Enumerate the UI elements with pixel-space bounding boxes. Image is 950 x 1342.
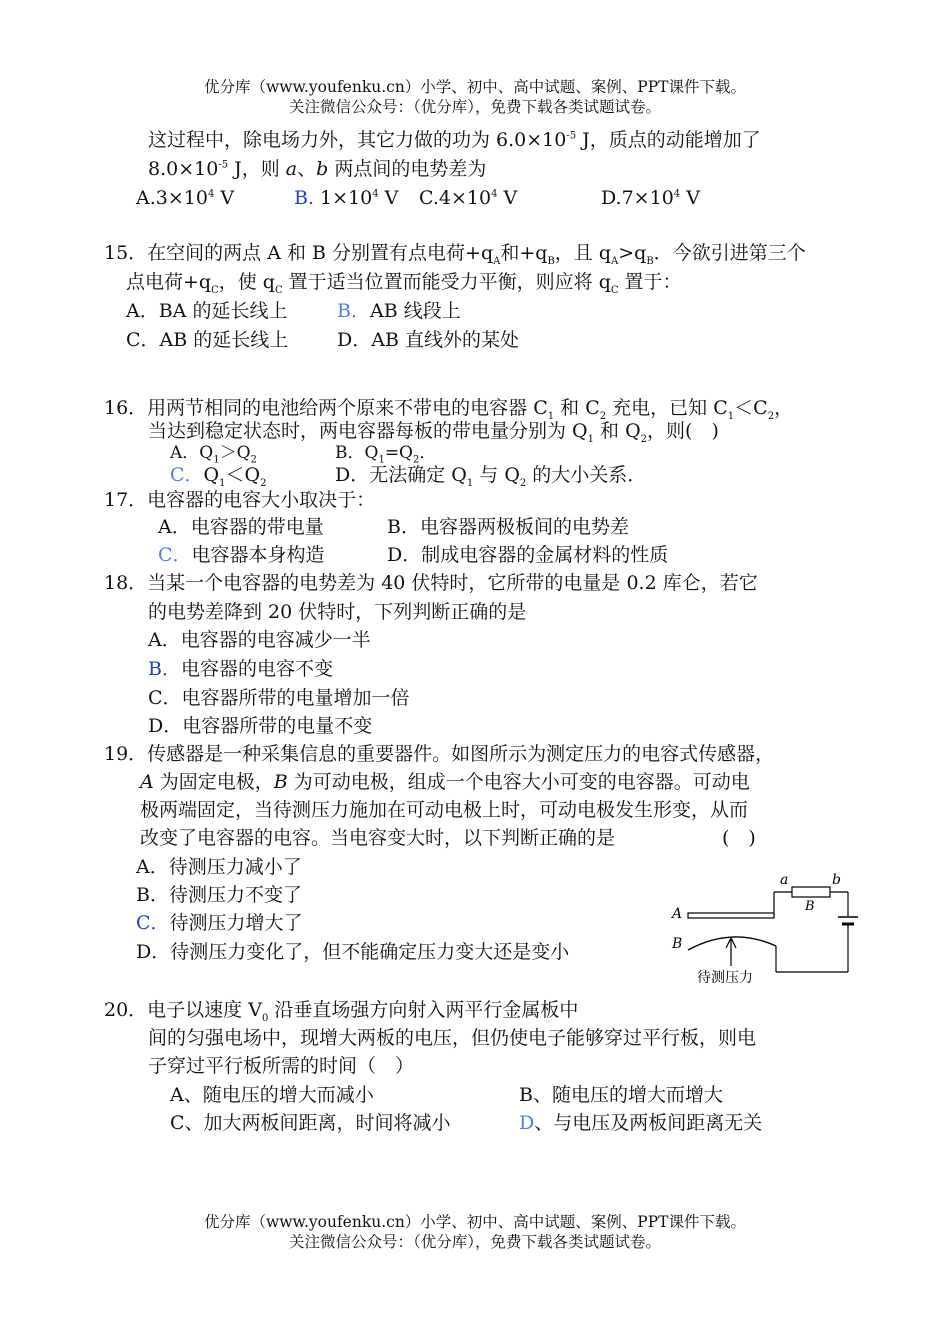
q15-option-a: A．BA 的延长线上 — [126, 300, 288, 322]
q17-stem: 17．电容器的电容大小取决于： — [104, 489, 376, 511]
label-plate-a: A — [672, 906, 683, 922]
label-pressure: 待测压力 — [697, 970, 753, 986]
q14-line-2: $8.0\times 10^{-5}$ J，则 a、b 两点间的电势差为 — [148, 158, 487, 180]
label-resistor-b: B — [805, 899, 815, 914]
q15-option-d: D．AB 直线外的某处 — [337, 329, 519, 351]
q14-line-1: 这过程中，除电场力外，其它力做的功为 $6.0\times 10^{-5}$ J，质点的动能增加了 — [148, 129, 761, 151]
q17-option-a: A．电容器的带电量 — [158, 516, 324, 538]
q19-option-a: A．待测压力减小了 — [136, 856, 302, 878]
q20-option-c: C、加大两板间距离，时间将减小 — [170, 1112, 451, 1134]
q20-option-b: B、随电压的增大而增大 — [519, 1084, 723, 1106]
q19-line-3: 极两端固定，当待测压力施加在可动电极上时，可动电极发生形变，从而 — [140, 799, 749, 821]
q20-option-a: A、随电压的增大而减小 — [170, 1084, 374, 1106]
q19-option-b: B．待测压力不变了 — [136, 884, 302, 906]
q16-line-1: 16．用两节相同的电池给两个原来不带电的电容器 $C_1$ 和 $C_2$ 充电，已知 $C_1<C_2$， — [104, 397, 794, 422]
header-line-2: 关注微信公众号：（优分库），免费下载各类试题试卷。 — [288, 98, 661, 116]
q20-line-3: 子穿过平行板所需的时间（ ） — [148, 1055, 415, 1077]
q14-option-d: $D.7\times 10^4$ V — [601, 187, 700, 209]
q16-option-c: C．$Q_1<Q_2$ — [170, 464, 267, 489]
q17-option-b: B．电容器两极板间的电势差 — [387, 516, 629, 538]
q16-option-b: B．$Q_1=Q_2$． — [335, 443, 437, 466]
q16-option-d: D．无法确定 $Q_1$ 与 $Q_2$ 的大小关系． — [335, 464, 647, 489]
q15-option-b: B．AB 线段上 — [337, 300, 461, 322]
q19-line-4: 改变了电容器的电容。当电容变大时，以下判断正确的是 — [140, 827, 616, 849]
q16-option-a: A．$Q_1>Q_2$ — [170, 443, 257, 466]
label-plate-b: B — [672, 936, 683, 952]
q14-option-b: B. $1\times 10^4$ V — [294, 187, 399, 209]
q16-line-2: 当达到稳定状态时，两电容器每板的带电量分别为 $Q_1$ 和 $Q_2$，则( ) — [148, 420, 719, 445]
q15-line-2: 点电荷$+q_C$，使 $q_C$ 置于适当位置而能受力平衡，则应将 $q_C$ 置于： — [126, 271, 682, 296]
q19-option-d: D．待测压力变化了，但不能确定压力变大还是变小 — [136, 941, 570, 963]
header-line-1: 优分库（www.youfenku.cn）小学、初中、高中试题、案例、PPT课件下载。 — [203, 78, 747, 96]
q14-option-c: $C.4\times 10^4$ V — [419, 187, 518, 209]
q17-option-d: D．制成电容器的金属材料的性质 — [387, 544, 669, 566]
q18-option-c: C．电容器所带的电量增加一倍 — [148, 687, 410, 709]
q20-line-2: 间的匀强电场中，现增大两板的电压，但仍使电子能够穿过平行板，则电 — [148, 1027, 757, 1049]
q17-option-c: C．电容器本身构造 — [158, 544, 325, 566]
label-a: a — [780, 872, 789, 888]
q18-line-1: 18．当某一个电容器的电势差为 40 伏特时，它所带的电量是 0.2 库仑，若它 — [104, 572, 758, 594]
q18-line-2: 的电势差降到 20 伏特时，下列判断正确的是 — [148, 601, 527, 623]
q18-option-a: A．电容器的电容减少一半 — [148, 629, 371, 651]
q19-line-1: 19．传感器是一种采集信息的重要器件。如图所示为测定压力的电容式传感器， — [104, 743, 775, 765]
q19-answer-paren: ( ) — [722, 827, 756, 849]
q15-line-1: 15．在空间的两点 A 和 B 分别置有点电荷$+q_A$和$+q_B$，且 $q_A>q_B$．今欲引进第三个 — [104, 242, 806, 267]
label-b: b — [832, 872, 841, 888]
q19-option-c: C．待测压力增大了 — [136, 912, 303, 934]
resistor — [792, 887, 830, 897]
q15-option-c: C．AB 的延长线上 — [126, 329, 289, 351]
q18-option-d: D．电容器所带的电量不变 — [148, 715, 373, 737]
q20-option-d: D、与电压及两板间距离无关 — [519, 1112, 763, 1134]
q14-option-a: $A.3\times 10^4$ V — [136, 187, 235, 209]
fixed-plate-a — [688, 913, 774, 918]
footer-line-2: 关注微信公众号：（优分库），免费下载各类试题试卷。 — [288, 1233, 661, 1251]
q19-line-2: A 为固定电极，B 为可动电极，组成一个电容大小可变的电容器。可动电 — [140, 771, 750, 793]
q20-line-1: 20．电子以速度 $V_0$ 沿垂直场强方向射入两平行金属板中 — [104, 999, 579, 1024]
capacitor-sensor-diagram — [668, 866, 868, 990]
footer-line-1: 优分库（www.youfenku.cn）小学、初中、高中试题、案例、PPT课件下载。 — [203, 1213, 747, 1231]
q18-option-b: B．电容器的电容不变 — [148, 658, 333, 680]
